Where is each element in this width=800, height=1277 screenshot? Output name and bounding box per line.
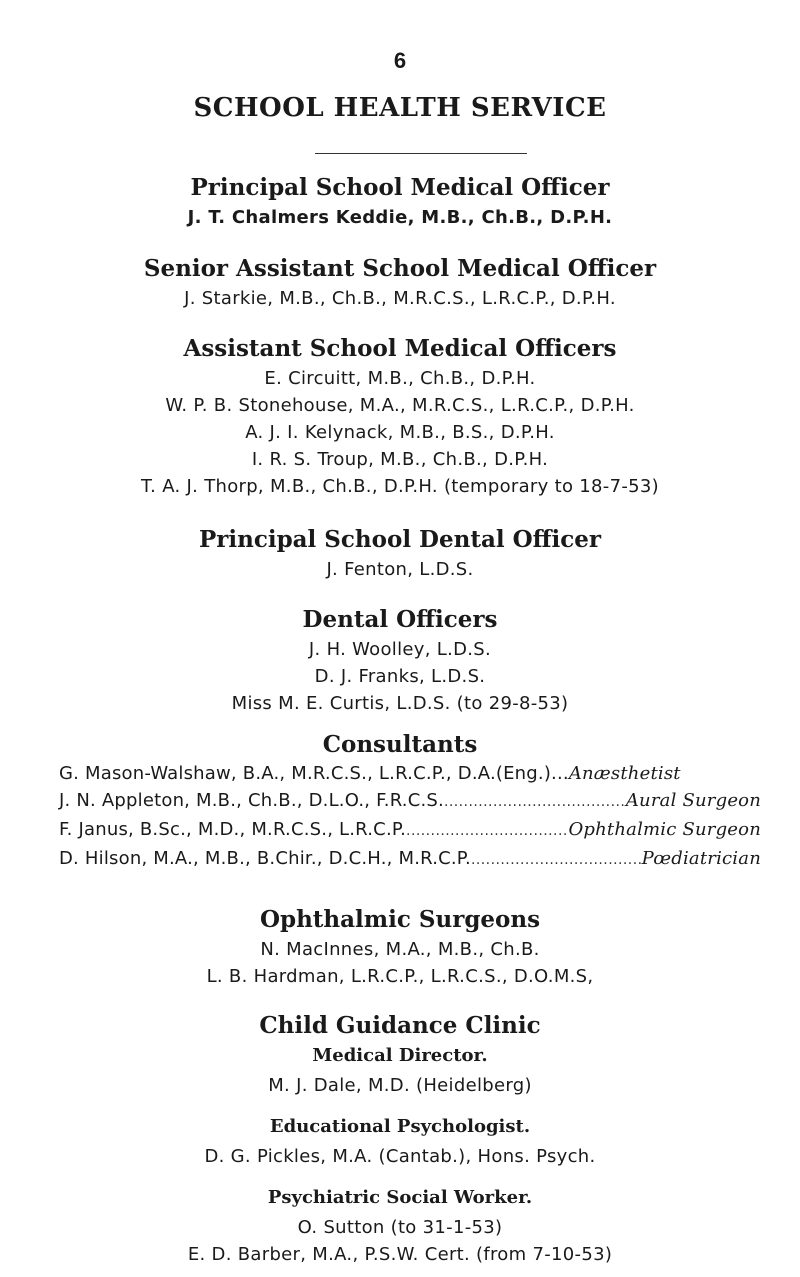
consultant-row: [59, 787, 761, 816]
section-senior-assistant: [0, 253, 800, 312]
consultant-row: [59, 816, 761, 845]
section-heading: Consultants: [322, 731, 478, 758]
consultant-name: J. N. Appleton, M.B., Ch.B., D.L.O., F.R.C.S.: [59, 790, 444, 811]
staff-name: J. H. Woolley, L.D.S.: [308, 639, 492, 660]
section-dental-officers: [0, 604, 800, 717]
staff-name: D. J. Franks, L.D.S.: [314, 666, 486, 687]
social-worker-label: Psychiatric Social Worker.: [267, 1187, 533, 1208]
staff-name: J. Starkie, M.B., Ch.B., M.R.C.S., L.R.C.P., D.P.H.: [184, 288, 616, 309]
section-heading: Ophthalmic Surgeons: [259, 906, 541, 933]
section-principal-dental-officer: [0, 524, 800, 583]
staff-name: L. B. Hardman, L.R.C.P., L.R.C.S., D.O.M.S,: [206, 966, 594, 987]
consultant-role: Pœdiatrician: [641, 848, 761, 869]
section-child-guidance: [0, 1010, 800, 1268]
social-worker-name: E. D. Barber, M.A., P.S.W. Cert. (from 7-10-53): [187, 1244, 613, 1265]
consultant-name: F. Janus, B.Sc., M.D., M.R.C.S., L.R.C.P.: [59, 819, 407, 840]
consultant-name: G. Mason-Walshaw, B.A., M.R.C.S., L.R.C.P., D.A.(Eng.)...: [59, 763, 569, 784]
consultant-role: Ophthalmic Surgeon: [568, 819, 761, 840]
section-assistant-officers: [0, 333, 800, 500]
consultant-name: D. Hilson, M.A., M.B., B.Chir., D.C.H., M.R.C.P.: [59, 848, 471, 869]
page-title: SCHOOL HEALTH SERVICE: [193, 93, 607, 123]
staff-name: A. J. I. Kelynack, M.B., B.S., D.P.H.: [245, 422, 555, 443]
consultant-role: Anæsthetist: [568, 763, 681, 784]
section-consultants-heading: [0, 729, 800, 761]
section-heading: Principal School Dental Officer: [198, 526, 602, 553]
staff-name: I. R. S. Troup, M.B., Ch.B., D.P.H.: [251, 449, 549, 470]
section-heading: Senior Assistant School Medical Officer: [143, 255, 657, 282]
page-number: 6: [393, 48, 407, 73]
psychologist-label: Educational Psychologist.: [269, 1116, 531, 1137]
staff-name: N. MacInnes, M.A., M.B., Ch.B.: [260, 939, 540, 960]
leader-dots: [471, 845, 642, 874]
staff-name: W. P. B. Stonehouse, M.A., M.R.C.S., L.R.C.P., D.P.H.: [165, 395, 635, 416]
social-worker-name: O. Sutton (to 31-1-53): [297, 1217, 503, 1238]
staff-name: Miss M. E. Curtis, L.D.S. (to 29-8-53): [231, 693, 569, 714]
medical-director-name: M. J. Dale, M.D. (Heidelberg): [268, 1075, 532, 1096]
leader-dots: [444, 787, 626, 816]
consultant-row: [59, 760, 761, 787]
consultant-row: [59, 845, 761, 874]
consultants-list: [59, 760, 761, 874]
section-heading: Dental Officers: [302, 606, 498, 633]
medical-director-label: Medical Director.: [312, 1045, 488, 1066]
psychologist-name: D. G. Pickles, M.A. (Cantab.), Hons. Psych.: [204, 1146, 596, 1167]
staff-name: J. Fenton, L.D.S.: [326, 559, 474, 580]
section-heading: Child Guidance Clinic: [259, 1012, 541, 1039]
section-heading: Principal School Medical Officer: [190, 174, 610, 201]
section-ophthalmic-surgeons: [0, 904, 800, 990]
staff-name: J. T. Chalmers Keddie, M.B., Ch.B., D.P.H.: [187, 207, 613, 228]
consultant-role: Aural Surgeon: [625, 790, 761, 811]
section-principal-medical-officer: [0, 172, 800, 231]
section-heading: Assistant School Medical Officers: [183, 335, 617, 362]
title-divider: [315, 153, 527, 154]
leader-dots: [406, 816, 568, 845]
staff-name: E. Circuitt, M.B., Ch.B., D.P.H.: [264, 368, 536, 389]
staff-name: T. A. J. Thorp, M.B., Ch.B., D.P.H. (temporary to 18-7-53): [141, 476, 659, 497]
